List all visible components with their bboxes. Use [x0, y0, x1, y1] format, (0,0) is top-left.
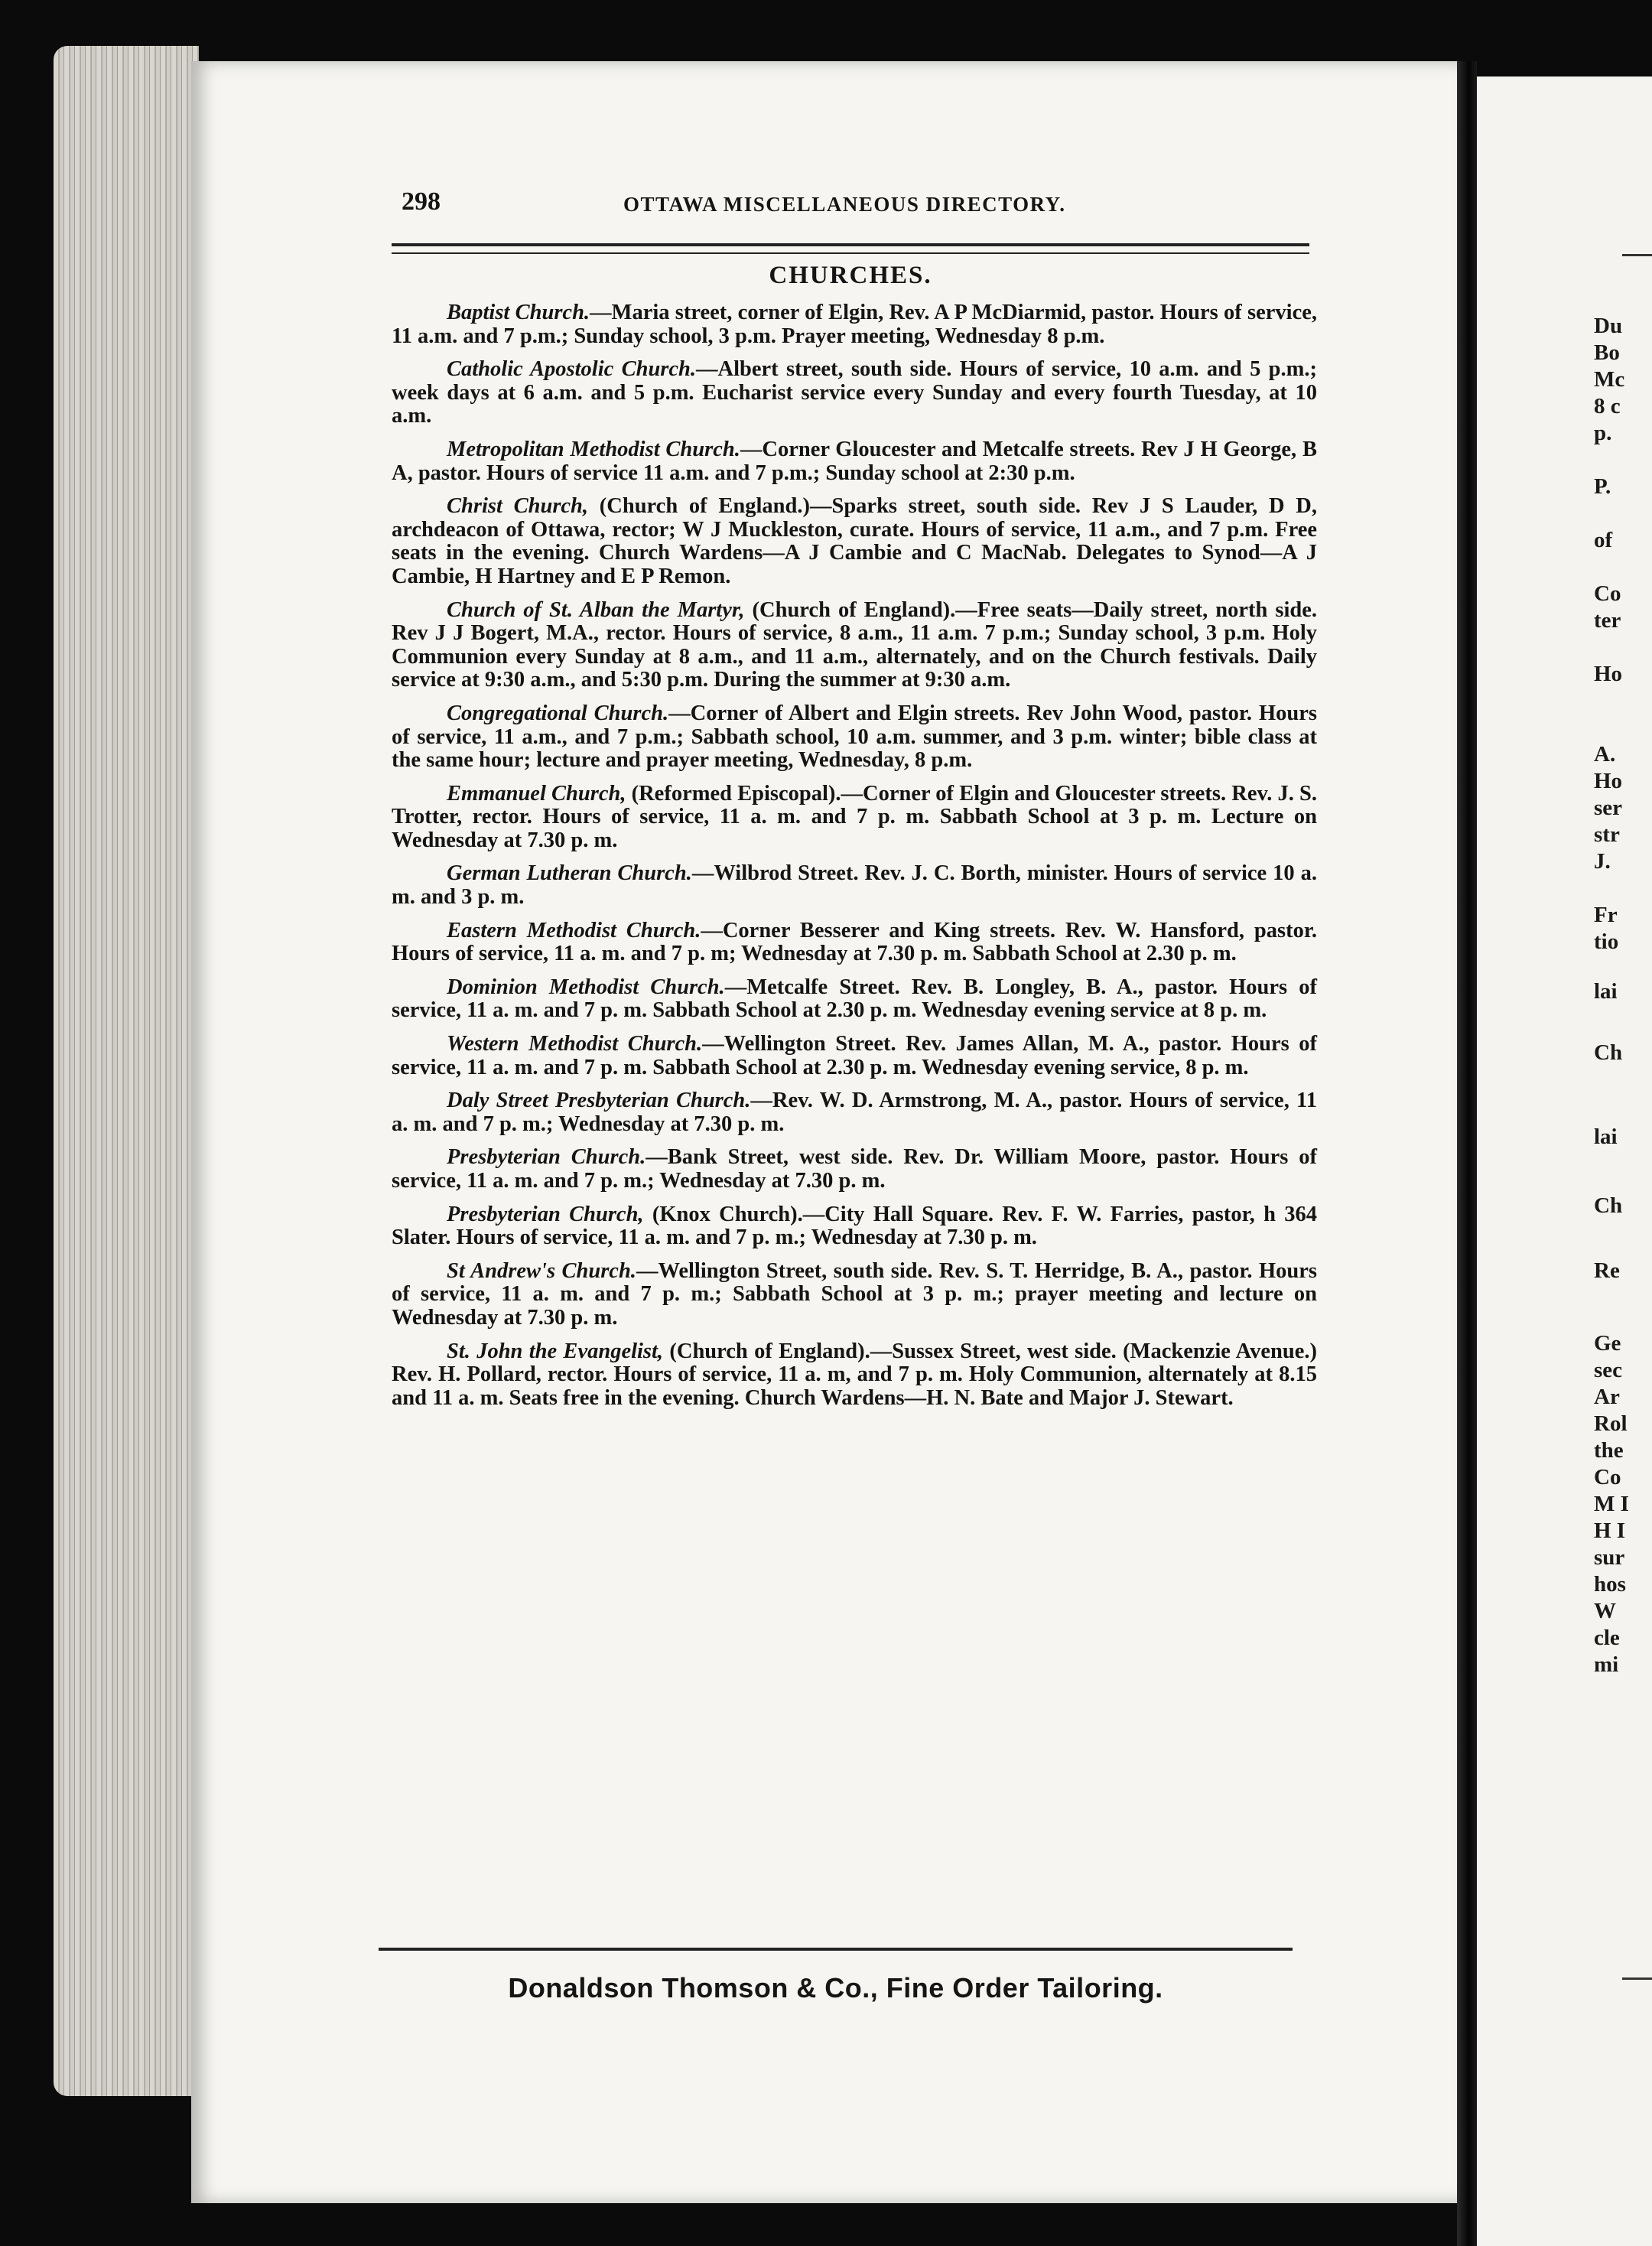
right-page-text-fragment: Fr [1594, 903, 1618, 927]
church-name: Presbyterian Church. [447, 1145, 646, 1170]
right-page-text-fragment: p. [1594, 421, 1612, 445]
book-gutter [1457, 61, 1477, 2246]
church-entry [392, 1203, 1317, 1250]
right-page-text-fragment: Ho [1594, 662, 1623, 686]
church-name: German Lutheran Church. [447, 861, 692, 886]
church-name: Church of St. Alban the Martyr, [447, 597, 745, 622]
right-page-text-fragment: Co [1594, 1465, 1621, 1489]
right-page-text-fragment: Ch [1594, 1193, 1623, 1218]
right-page-text-fragment: Ho [1594, 769, 1623, 793]
church-entry [392, 783, 1317, 853]
right-page-text-fragment: Rol [1594, 1411, 1628, 1436]
church-details: —Wellington Street, south side. Rev. S. T. Herridge, B. A., pastor. Hours of service, 11 a. m. and 7 p. m.; Sabbath School at 3 p. m.; prayer meeting and lecture on Wednesday at 7.30 p. m. [392, 1258, 1317, 1330]
church-entry [392, 358, 1317, 428]
right-page-text-fragment: sur [1594, 1545, 1625, 1570]
right-page-text-fragment: H I [1594, 1518, 1626, 1543]
right-page-text-fragment: mi [1594, 1652, 1619, 1677]
right-page-text-fragment: tio [1594, 929, 1619, 954]
church-entry [392, 862, 1317, 909]
church-entry [392, 599, 1317, 692]
church-entry [392, 976, 1317, 1023]
church-details: (Knox Church).—City Hall Square. Rev. F. W. Farries, pastor, h 364 Slater. Hours of service, 11 a. m. and 7 p. m.; Wednesday at 7.30 p. m. [392, 1202, 1317, 1250]
church-entry [392, 301, 1317, 348]
right-page-text-fragment: Ch [1594, 1040, 1623, 1065]
church-name: Metropolitan Methodist Church. [447, 437, 740, 461]
right-page-text-fragment: P. [1594, 474, 1611, 499]
church-name: Catholic Apostolic Church. [447, 357, 697, 382]
right-page-rule [1622, 254, 1652, 256]
right-page-text-fragment: Ar [1594, 1385, 1620, 1409]
church-name: Emmanuel Church, [447, 781, 626, 806]
footer-advertisement: Donaldson Thomson & Co., Fine Order Tailoring. [508, 1972, 1163, 2003]
right-page-text-fragment: Co [1594, 581, 1621, 606]
church-entry [392, 920, 1317, 966]
right-page-text-fragment: ter [1594, 608, 1621, 633]
right-page-text-fragment: M I [1594, 1492, 1629, 1516]
church-details: —Maria street, corner of Elgin, Rev. A P McDiarmid, pastor. Hours of service, 11 a.m. and 7 p.m.; Sunday school, 3 p.m. Prayer meeting, Wednesday 8 p.m. [392, 301, 1317, 348]
church-name: Eastern Methodist Church. [447, 918, 701, 942]
right-page-text-fragment: hos [1594, 1572, 1626, 1597]
church-name: Dominion Methodist Church. [447, 975, 725, 999]
right-page-text-fragment: lai [1594, 1125, 1618, 1149]
right-page-edge [1477, 76, 1652, 2246]
right-page-text-fragment: cle [1594, 1626, 1620, 1650]
church-entry [392, 1340, 1317, 1411]
right-page-text-fragment: the [1594, 1438, 1624, 1463]
header-rule-thick [392, 243, 1309, 246]
right-page-text-fragment: of [1594, 528, 1613, 552]
church-details: —Corner Gloucester and Metcalfe streets. Rev J H George, B A, pastor. Hours of service 11 a.m. and 7 p.m.; Sunday school at 2:30 p.m. [392, 437, 1318, 485]
right-page-text-fragment: J. [1594, 849, 1611, 874]
right-page-text-fragment: lai [1594, 979, 1618, 1004]
church-name: Congregational Church. [447, 701, 669, 725]
church-entries [392, 301, 1317, 1420]
church-name: Christ Church, [447, 494, 589, 519]
footer-rule [379, 1948, 1293, 1951]
church-details: (Church of England).—Sussex Street, west side. (Mackenzie Avenue.) Rev. H. Pollard, rector. Hours of service, 11 a. m, and 7 p. m. Holy Communion, alternately at 8.15 and 11 a. m. Seats free in the evening. Church Wardens—H. N. Bate and Major J. Stewart. [392, 1339, 1317, 1410]
church-details: —Albert street, south side. Hours of service, 10 a.m. and 5 p.m.; week days at 6 a.m. and 5 p.m. Eucharist service every Sunday and every fourth Tuesday, at 10 a.m. [392, 357, 1317, 428]
church-details: —Wilbrod Street. Rev. J. C. Borth, minister. Hours of service 10 a. m. and 3 p. m. [392, 861, 1317, 910]
running-head: OTTAWA MISCELLANEOUS DIRECTORY. [623, 193, 1066, 216]
church-name: Daly Street Presbyterian Church. [447, 1089, 751, 1113]
church-details: —Metcalfe Street. Rev. B. Longley, B. A., pastor. Hours of service, 11 a. m. and 7 p. m. Sabbath School at 2.30 p. m. Wednesday evening service at 8 p. m. [392, 975, 1317, 1023]
right-page-text-fragment: sec [1594, 1358, 1623, 1382]
church-details: —Bank Street, west side. Rev. Dr. William Moore, pastor. Hours of service, 11 a. m. and 7 p. m.; Wednesday at 7.30 p. m. [392, 1145, 1318, 1193]
right-page-text-fragment: W [1594, 1599, 1616, 1623]
church-name: Presbyterian Church, [447, 1202, 644, 1226]
church-entry [392, 1146, 1317, 1193]
church-details: —Rev. W. D. Armstrong, M. A., pastor. Hours of service, 11 a. m. and 7 p. m.; Wednesday at 7.30 p. m. [392, 1089, 1317, 1136]
book-page-edges [54, 46, 199, 2096]
church-name: St. John the Evangelist, [447, 1339, 664, 1363]
right-page-text-fragment: Mc [1594, 367, 1625, 392]
right-page-text-fragment: Ge [1594, 1331, 1621, 1356]
church-entry [392, 1033, 1317, 1079]
church-details: —Corner Besserer and King streets. Rev. W. Hansford, pastor. Hours of service, 11 a. m. and 7 p. m; Wednesday at 7.30 p. m. Sabbath School at 2.30 p. m. [392, 918, 1317, 966]
right-page-text-fragment: ser [1594, 796, 1623, 820]
right-page-text-fragment: 8 c [1594, 394, 1621, 418]
right-page-text-fragment: str [1594, 822, 1620, 847]
church-name: St Andrew's Church. [447, 1258, 636, 1283]
church-name: Western Methodist Church. [447, 1032, 703, 1056]
church-entry [392, 702, 1317, 773]
section-title: CHURCHES. [769, 262, 932, 289]
right-page-text-fragment: A. [1594, 742, 1616, 767]
header-rule-thin [392, 252, 1309, 254]
church-entry [392, 1089, 1317, 1136]
church-entry [392, 438, 1317, 485]
church-details: (Church of England.)—Sparks street, south side. Rev J S Lauder, D D, archdeacon of Ottawa, rector; W J Muckleston, curate. Hours of service, 11 a.m., and 7 p.m. Free seats in the evening. Church Wardens—A J Cambie and C MacNab. Delegates to Synod—A J Cambie, H Hartney and E P Remon. [392, 494, 1317, 588]
right-page-text-fragment: Du [1594, 314, 1623, 338]
page-number: 298 [402, 187, 441, 216]
church-entry [392, 495, 1317, 588]
right-page-text-fragment: Re [1594, 1258, 1620, 1283]
church-details: —Wellington Street. Rev. James Allan, M. A., pastor. Hours of service, 11 a. m. and 7 p. m. Sabbath School at 2.30 p. m. Wednesday evening service, 8 p. m. [392, 1032, 1317, 1079]
right-page-rule [1622, 1977, 1652, 1980]
church-entry [392, 1260, 1317, 1330]
church-details: (Reformed Episcopal).—Corner of Elgin and Gloucester streets. Rev. J. S. Trotter, rector. Hours of service, 11 a. m. and 7 p. m. Sabbath School at 3 p. m. Lecture on Wednesday at 7.30 p. m. [392, 781, 1317, 852]
church-details: (Church of England).—Free seats—Daily street, north side. Rev J J Bogert, M.A., rector. Hours of service, 8 a.m., 11 a.m. 7 p.m.; Sunday school, 3 p.m. Holy Communion every Sunday at 8 a.m., and 11 a.m., alternately, and on the Church festivals. Daily service at 9:30 a.m., and 5:30 p.m. During the summer at 9:30 a.m. [392, 597, 1318, 692]
right-page-text-fragment: Bo [1594, 340, 1620, 365]
church-name: Baptist Church. [447, 301, 590, 324]
church-details: —Corner of Albert and Elgin streets. Rev John Wood, pastor. Hours of service, 11 a.m., and 7 p.m.; Sabbath school, 10 a.m. summer, and 3 p.m. winter; bible class at the same hour; lecture and prayer meeting, Wednesday, 8 p.m. [392, 701, 1317, 773]
